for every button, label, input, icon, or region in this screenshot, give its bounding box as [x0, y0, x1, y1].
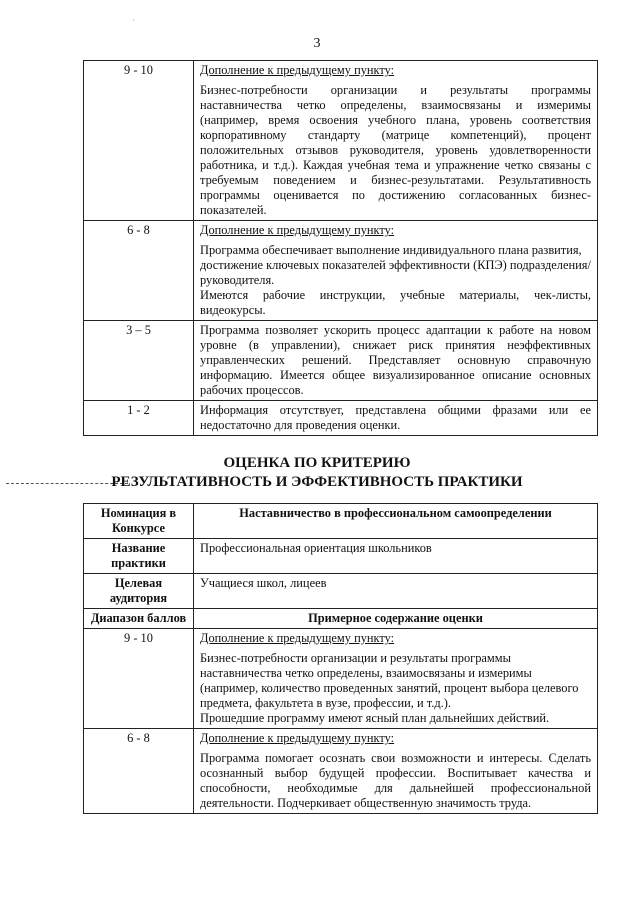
score-range: 6 - 8 — [84, 221, 194, 321]
audience-label: Целевая аудитория — [84, 574, 194, 609]
practice-label: Название практики — [84, 539, 194, 574]
table-row — [84, 504, 598, 539]
score-range: 9 - 10 — [84, 61, 194, 221]
criteria-text-extra: Прошедшие программу имеют ясный план дальнейших действий. — [200, 711, 550, 725]
content-label: Примерное содержание оценки — [194, 609, 598, 629]
table-row — [84, 729, 598, 814]
criteria-cell — [194, 729, 598, 814]
section-heading-line2: РЕЗУЛЬТАТИВНОСТЬ И ЭФФЕКТИВНОСТЬ ПРАКТИКИ — [111, 474, 523, 490]
table-row — [84, 221, 598, 321]
table-row — [84, 539, 598, 574]
table-row — [84, 629, 598, 729]
table-row — [84, 574, 598, 609]
criteria-cell — [194, 629, 598, 729]
score-range: 3 – 5 — [84, 321, 194, 401]
score-range: 6 - 8 — [84, 729, 194, 814]
bottom-criteria-table — [83, 503, 598, 814]
range-label: Диапазон баллов — [84, 609, 194, 629]
scan-speck: · — [132, 16, 135, 25]
criteria-cell — [194, 61, 598, 221]
table-row — [84, 61, 598, 221]
addition-header: Дополнение к предыдущему пункту: — [200, 731, 395, 745]
page-number: 3 — [313, 36, 321, 51]
criteria-text: Информация отсутствует, представлена общими фразами или ее недостаточно для проведения оценки. — [194, 401, 598, 436]
section-heading-line1: ОЦЕНКА ПО КРИТЕРИЮ — [223, 455, 411, 471]
criteria-text-extra: Имеются рабочие инструкции, учебные материалы, чек-листы, видеокурсы. — [200, 288, 591, 317]
nomination-value: Наставничество в профессиональном самоопределении — [194, 504, 598, 539]
score-range: 1 - 2 — [84, 401, 194, 436]
practice-value: Профессиональная ориентация школьников — [194, 539, 598, 574]
table-row — [84, 609, 598, 629]
table-row — [84, 321, 598, 401]
top-criteria-table — [83, 60, 598, 436]
addition-header: Дополнение к предыдущему пункту: — [200, 223, 395, 237]
criteria-cell — [194, 221, 598, 321]
nomination-label: Номинация в Конкурсе — [84, 504, 194, 539]
audience-value: Учащиеся школ, лицеев — [194, 574, 598, 609]
criteria-text: Бизнес-потребности организации и результаты программы наставничества четко определены, взаимосвязаны и измеримы (например, количество проведенных занятий, процент выбора целевого предмета, факультета в вузе, профессии, и т.д.). — [200, 651, 579, 710]
score-range: 9 - 10 — [84, 629, 194, 729]
criteria-text: Программа позволяет ускорить процесс адаптации к работе на новом уровне (в управлении), снижает риск принятия неэффективных управленческих решений. Представляет основную справочную информацию. Имеется общее визуализированное описание основных рабочих процессов. — [194, 321, 598, 401]
table-row — [84, 401, 598, 436]
addition-header: Дополнение к предыдущему пункту: — [200, 631, 395, 645]
criteria-text: Программа обеспечивает выполнение индивидуального плана развития, достижение ключевых показателей эффективности (КПЭ) подразделения/ руководителя. — [200, 243, 591, 287]
addition-header: Дополнение к предыдущему пункту: — [200, 63, 395, 77]
criteria-text: Программа помогает осознать свои возможности и интересы. Сделать осознанный выбор будущей профессии. Воспитывает качества и способности, необходимые для дальнейшей профессиональной деятельности. Подчеркивает общественную значимость труда. — [200, 751, 591, 810]
criteria-text: Бизнес-потребности организации и результаты программы наставничества четко определены, взаимосвязаны и измеримы (например, время освоения учебного плана, уровень соответствия корпоративному стандарту (матрице компетенций), процент положительных отзывов руководителя, уровень удовлетворенности работника, и т.д.). Каждая учебная тема и упражнение четко связаны с требуемым поведением и бизнес-результатами. Результативность программы оценивается по достижению согласованных бизнес-показателей. — [200, 83, 591, 217]
